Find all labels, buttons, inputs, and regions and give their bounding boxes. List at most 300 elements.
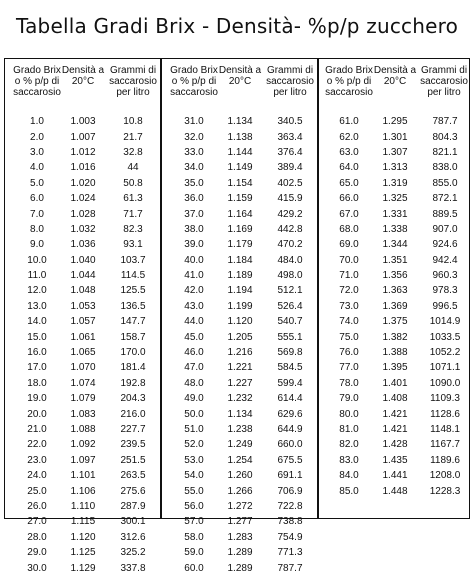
cell-grams: 103.7 <box>120 254 146 266</box>
cell-grams: 227.7 <box>120 424 146 435</box>
cell-brix: 51.0 <box>184 424 204 435</box>
table-row <box>5 453 160 468</box>
cell-grams: 722.8 <box>277 500 303 512</box>
table-row <box>5 268 160 283</box>
cell-density: 1.199 <box>227 300 253 312</box>
table-row <box>162 545 317 560</box>
cell-density: 1.144 <box>227 146 253 158</box>
cell-density: 1.125 <box>70 547 96 559</box>
table-row <box>162 499 317 514</box>
cell-density: 1.120 <box>70 531 96 543</box>
cell-density: 1.283 <box>227 531 253 543</box>
cell-brix: 19.0 <box>27 393 47 405</box>
cell-grams: 804.3 <box>432 131 458 143</box>
cell-density: 1.325 <box>382 193 408 205</box>
table-row <box>5 514 160 529</box>
cell-grams: 996.5 <box>432 300 458 312</box>
cell-grams: 889.5 <box>432 208 458 220</box>
header-grams: Grammi di saccarosio per litro <box>266 65 314 98</box>
table-row <box>5 253 160 268</box>
cell-grams: 429.2 <box>277 208 303 220</box>
cell-brix: 56.0 <box>184 500 204 512</box>
cell-density: 1.020 <box>70 177 96 189</box>
table-row <box>162 283 317 298</box>
cell-grams: 136.5 <box>120 300 146 312</box>
cell-grams: 512.1 <box>277 285 303 297</box>
cell-grams: 376.4 <box>277 146 303 158</box>
header-brix: Grado Brix o % p/p di saccarosio <box>170 65 218 98</box>
table-row <box>319 237 469 252</box>
cell-grams: 1033.5 <box>429 331 461 343</box>
cell-grams: 192.8 <box>120 377 146 389</box>
table-row <box>162 314 317 329</box>
table-row <box>319 422 469 437</box>
header-density: Densità a 20°C <box>373 65 417 87</box>
cell-brix: 37.0 <box>184 208 204 220</box>
cell-grams: 251.5 <box>120 454 146 466</box>
cell-grams: 1128.6 <box>430 408 460 420</box>
cell-brix: 76.0 <box>339 347 359 359</box>
cell-grams: 114.5 <box>120 270 146 282</box>
cell-density: 1.088 <box>70 424 96 435</box>
table-row <box>162 530 317 545</box>
table-row <box>319 191 469 206</box>
cell-brix: 31.0 <box>184 116 204 128</box>
cell-density: 1.179 <box>227 239 253 251</box>
cell-grams: 50.8 <box>123 177 143 189</box>
cell-grams: 389.4 <box>277 162 303 174</box>
cell-brix: 53.0 <box>184 454 204 466</box>
cell-grams: 415.9 <box>277 193 303 205</box>
cell-grams: 691.1 <box>277 470 303 482</box>
cell-brix: 4.0 <box>30 162 44 174</box>
cell-grams: 1071.1 <box>429 362 461 374</box>
cell-density: 1.375 <box>382 316 408 328</box>
cell-density: 1.101 <box>70 470 96 482</box>
cell-grams: 470.2 <box>277 239 303 251</box>
cell-brix: 65.0 <box>339 177 359 189</box>
cell-brix: 60.0 <box>184 562 204 574</box>
cell-grams: 1208.0 <box>429 470 461 482</box>
cell-brix: 23.0 <box>27 454 47 466</box>
cell-density: 1.194 <box>227 285 253 297</box>
table-row <box>319 145 469 160</box>
cell-brix: 5.0 <box>30 177 44 189</box>
cell-grams: 442.8 <box>277 223 303 235</box>
cell-brix: 32.0 <box>184 131 204 143</box>
cell-grams: 1228.3 <box>429 485 461 497</box>
cell-density: 1.092 <box>70 439 96 451</box>
cell-brix: 1.0 <box>30 116 44 128</box>
cell-density: 1.351 <box>382 254 408 266</box>
cell-density: 1.044 <box>70 270 96 282</box>
cell-grams: 82.3 <box>123 223 143 235</box>
cell-grams: 942.4 <box>432 254 458 266</box>
cell-grams: 300.1 <box>120 516 146 528</box>
cell-density: 1.012 <box>70 146 96 158</box>
table-row <box>162 468 317 483</box>
cell-grams: 10.8 <box>123 116 143 128</box>
cell-density: 1.289 <box>227 547 253 559</box>
table-row <box>319 376 469 391</box>
cell-density: 1.169 <box>227 223 253 235</box>
cell-brix: 68.0 <box>339 223 359 235</box>
cell-grams: 32.8 <box>123 146 143 158</box>
table-row <box>5 499 160 514</box>
cell-grams: 978.3 <box>432 285 458 297</box>
cell-density: 1.205 <box>227 331 253 343</box>
cell-brix: 67.0 <box>339 208 359 220</box>
cell-brix: 11.0 <box>27 270 47 282</box>
cell-brix: 12.0 <box>27 285 47 297</box>
cell-density: 1.048 <box>70 285 96 297</box>
section-rows <box>162 114 317 576</box>
table-row <box>319 345 469 360</box>
cell-grams: 1014.9 <box>429 316 461 328</box>
table-row <box>5 191 160 206</box>
table-row <box>162 453 317 468</box>
cell-density: 1.313 <box>382 162 408 174</box>
header-grams: Grammi di saccarosio per litro <box>109 65 157 98</box>
table-row <box>162 176 317 191</box>
cell-brix: 49.0 <box>184 393 204 405</box>
cell-brix: 44.0 <box>184 316 204 328</box>
table-row <box>5 345 160 360</box>
cell-brix: 50.0 <box>184 408 204 420</box>
cell-brix: 59.0 <box>184 547 204 559</box>
cell-brix: 8.0 <box>30 223 44 235</box>
cell-brix: 78.0 <box>339 377 359 389</box>
cell-brix: 27.0 <box>27 516 47 528</box>
cell-density: 1.428 <box>382 439 408 451</box>
cell-grams: 1148.1 <box>430 424 460 435</box>
table-row <box>162 360 317 375</box>
cell-density: 1.331 <box>382 208 408 220</box>
cell-grams: 125.5 <box>120 285 146 297</box>
table-row <box>319 329 469 344</box>
cell-density: 1.003 <box>70 116 96 128</box>
cell-density: 1.159 <box>227 193 253 205</box>
cell-grams: 44 <box>127 162 139 174</box>
cell-brix: 7.0 <box>30 208 44 220</box>
table-row <box>162 483 317 498</box>
cell-brix: 20.0 <box>27 408 47 420</box>
cell-grams: 337.8 <box>120 562 146 574</box>
cell-density: 1.277 <box>227 516 253 528</box>
cell-density: 1.070 <box>70 362 96 374</box>
cell-density: 1.448 <box>382 485 408 497</box>
table-row <box>319 468 469 483</box>
table-row <box>162 329 317 344</box>
cell-brix: 71.0 <box>339 270 359 282</box>
cell-grams: 584.5 <box>277 362 303 374</box>
cell-grams: 275.6 <box>120 485 146 497</box>
cell-density: 1.408 <box>382 393 408 405</box>
table-row <box>162 129 317 144</box>
cell-density: 1.338 <box>382 223 408 235</box>
cell-density: 1.184 <box>227 254 253 266</box>
cell-density: 1.024 <box>70 193 96 205</box>
cell-brix: 40.0 <box>184 254 204 266</box>
table-row <box>5 129 160 144</box>
cell-density: 1.154 <box>227 177 253 189</box>
table-row <box>162 114 317 129</box>
table-row <box>5 314 160 329</box>
cell-brix: 35.0 <box>184 177 204 189</box>
cell-grams: 838.0 <box>432 162 458 174</box>
header-grams: Grammi di saccarosio per litro <box>420 65 468 98</box>
cell-brix: 26.0 <box>27 500 47 512</box>
cell-density: 1.106 <box>70 485 96 497</box>
cell-density: 1.007 <box>70 131 96 143</box>
cell-brix: 47.0 <box>184 362 204 374</box>
header-brix: Grado Brix o % p/p di saccarosio <box>13 65 61 98</box>
cell-brix: 46.0 <box>184 347 204 359</box>
cell-density: 1.401 <box>382 377 408 389</box>
table-row <box>162 376 317 391</box>
cell-density: 1.266 <box>227 485 253 497</box>
cell-grams: 216.0 <box>120 408 146 420</box>
table-row <box>162 206 317 221</box>
cell-grams: 1167.7 <box>430 439 460 451</box>
table-row <box>319 314 469 329</box>
cell-grams: 498.0 <box>277 270 303 282</box>
cell-brix: 14.0 <box>27 316 47 328</box>
table-row <box>319 160 469 175</box>
cell-density: 1.065 <box>70 347 96 359</box>
cell-grams: 569.8 <box>277 347 303 359</box>
table-row <box>5 206 160 221</box>
section-rows <box>5 114 160 576</box>
cell-grams: 855.0 <box>432 177 458 189</box>
table-row <box>162 299 317 314</box>
cell-density: 1.057 <box>70 316 96 328</box>
cell-brix: 28.0 <box>27 531 47 543</box>
cell-density: 1.016 <box>70 162 96 174</box>
cell-brix: 80.0 <box>339 408 359 420</box>
cell-density: 1.079 <box>70 393 96 405</box>
cell-brix: 58.0 <box>184 531 204 543</box>
cell-density: 1.301 <box>382 131 408 143</box>
cell-brix: 70.0 <box>339 254 359 266</box>
cell-density: 1.036 <box>70 239 96 251</box>
table-row <box>5 114 160 129</box>
cell-brix: 79.0 <box>339 393 359 405</box>
table-row <box>162 191 317 206</box>
table-row <box>5 329 160 344</box>
cell-density: 1.435 <box>382 454 408 466</box>
cell-grams: 526.4 <box>277 300 303 312</box>
table-row <box>5 160 160 175</box>
table-row <box>162 514 317 529</box>
cell-brix: 29.0 <box>27 547 47 559</box>
cell-density: 1.249 <box>227 439 253 451</box>
table-row <box>162 222 317 237</box>
cell-grams: 614.4 <box>277 393 303 405</box>
cell-brix: 17.0 <box>27 362 47 374</box>
cell-brix: 75.0 <box>339 331 359 343</box>
table-row <box>162 253 317 268</box>
cell-grams: 555.1 <box>277 331 303 343</box>
cell-grams: 239.5 <box>120 439 146 451</box>
cell-density: 1.356 <box>382 270 408 282</box>
table-row <box>5 406 160 421</box>
cell-brix: 9.0 <box>30 239 44 251</box>
cell-grams: 181.4 <box>120 362 146 374</box>
cell-brix: 10.0 <box>27 254 47 266</box>
brix-table <box>4 58 470 574</box>
cell-density: 1.115 <box>70 516 96 528</box>
cell-brix: 39.0 <box>184 239 204 251</box>
cell-brix: 74.0 <box>339 316 359 328</box>
cell-grams: 147.7 <box>120 316 146 328</box>
table-row <box>319 299 469 314</box>
table-row <box>319 283 469 298</box>
cell-brix: 18.0 <box>27 377 47 389</box>
cell-brix: 34.0 <box>184 162 204 174</box>
cell-density: 1.227 <box>227 377 253 389</box>
cell-grams: 1109.3 <box>430 393 460 405</box>
cell-density: 1.221 <box>227 362 253 374</box>
cell-grams: 599.4 <box>277 377 303 389</box>
cell-grams: 363.4 <box>277 131 303 143</box>
cell-grams: 402.5 <box>277 177 303 189</box>
cell-grams: 312.6 <box>120 531 146 543</box>
cell-brix: 25.0 <box>27 485 47 497</box>
table-row <box>5 145 160 160</box>
cell-density: 1.097 <box>70 454 96 466</box>
cell-density: 1.032 <box>70 223 96 235</box>
cell-density: 1.388 <box>382 347 408 359</box>
cell-density: 1.344 <box>382 239 408 251</box>
cell-grams: 706.9 <box>277 485 303 497</box>
table-row <box>5 299 160 314</box>
table-row <box>162 160 317 175</box>
cell-density: 1.441 <box>382 470 408 482</box>
cell-grams: 660.0 <box>277 439 303 451</box>
cell-density: 1.061 <box>70 331 96 343</box>
table-row <box>319 406 469 421</box>
cell-brix: 30.0 <box>27 562 47 574</box>
table-row <box>319 391 469 406</box>
cell-grams: 540.7 <box>277 316 303 328</box>
cell-grams: 325.2 <box>120 547 146 559</box>
table-row <box>319 253 469 268</box>
table-row <box>162 268 317 283</box>
cell-grams: 204.3 <box>120 393 146 405</box>
cell-grams: 340.5 <box>277 116 303 128</box>
cell-grams: 629.6 <box>277 408 303 420</box>
table-row <box>5 360 160 375</box>
table-row <box>319 483 469 498</box>
table-row <box>162 422 317 437</box>
cell-density: 1.260 <box>227 470 253 482</box>
table-row <box>319 453 469 468</box>
cell-density: 1.319 <box>382 177 408 189</box>
cell-density: 1.074 <box>70 377 96 389</box>
cell-grams: 675.5 <box>277 454 303 466</box>
cell-grams: 924.6 <box>432 239 458 251</box>
cell-brix: 85.0 <box>339 485 359 497</box>
cell-density: 1.053 <box>70 300 96 312</box>
table-row <box>5 560 160 575</box>
table-row <box>319 437 469 452</box>
cell-grams: 158.7 <box>120 331 146 343</box>
table-row <box>5 376 160 391</box>
table-row <box>319 268 469 283</box>
table-row <box>162 345 317 360</box>
table-row <box>162 145 317 160</box>
cell-brix: 43.0 <box>184 300 204 312</box>
cell-grams: 1052.2 <box>429 347 461 359</box>
header-brix: Grado Brix o % p/p di saccarosio <box>325 65 373 98</box>
cell-grams: 71.7 <box>123 208 143 220</box>
cell-brix: 24.0 <box>27 470 47 482</box>
cell-grams: 21.7 <box>123 131 143 143</box>
cell-density: 1.120 <box>227 316 253 328</box>
cell-brix: 48.0 <box>184 377 204 389</box>
cell-brix: 33.0 <box>184 146 204 158</box>
cell-brix: 84.0 <box>339 470 359 482</box>
table-row <box>5 437 160 452</box>
cell-density: 1.382 <box>382 331 408 343</box>
cell-density: 1.254 <box>227 454 253 466</box>
cell-brix: 83.0 <box>339 454 359 466</box>
cell-brix: 3.0 <box>30 146 44 158</box>
table-row <box>5 530 160 545</box>
cell-brix: 38.0 <box>184 223 204 235</box>
cell-grams: 1189.6 <box>430 454 460 466</box>
cell-density: 1.083 <box>70 408 96 420</box>
section-rows <box>319 114 469 499</box>
cell-grams: 787.7 <box>432 116 458 128</box>
cell-grams: 93.1 <box>123 239 143 251</box>
table-row <box>319 176 469 191</box>
header-density: Densità a 20°C <box>61 65 105 87</box>
table-row <box>5 545 160 560</box>
cell-brix: 15.0 <box>27 331 47 343</box>
cell-brix: 73.0 <box>339 300 359 312</box>
cell-brix: 57.0 <box>184 516 204 528</box>
cell-brix: 13.0 <box>27 300 47 312</box>
table-row <box>162 560 317 575</box>
table-row <box>5 422 160 437</box>
cell-density: 1.295 <box>382 116 408 128</box>
table-row <box>162 437 317 452</box>
cell-density: 1.134 <box>227 116 253 128</box>
cell-brix: 81.0 <box>339 424 359 435</box>
cell-grams: 484.0 <box>277 254 303 266</box>
table-row <box>5 468 160 483</box>
table-row <box>5 222 160 237</box>
table-row <box>162 237 317 252</box>
header-density: Densità a 20°C <box>218 65 262 87</box>
cell-density: 1.238 <box>227 424 253 435</box>
cell-grams: 754.9 <box>277 531 303 543</box>
cell-brix: 52.0 <box>184 439 204 451</box>
table-row <box>319 222 469 237</box>
cell-grams: 907.0 <box>432 223 458 235</box>
table-row <box>5 237 160 252</box>
cell-grams: 170.0 <box>120 347 146 359</box>
cell-grams: 644.9 <box>277 424 303 435</box>
cell-density: 1.189 <box>227 270 253 282</box>
cell-density: 1.129 <box>70 562 96 574</box>
cell-brix: 61.0 <box>339 116 359 128</box>
cell-density: 1.421 <box>382 424 408 435</box>
cell-grams: 872.1 <box>432 193 458 205</box>
cell-grams: 771.3 <box>277 547 303 559</box>
